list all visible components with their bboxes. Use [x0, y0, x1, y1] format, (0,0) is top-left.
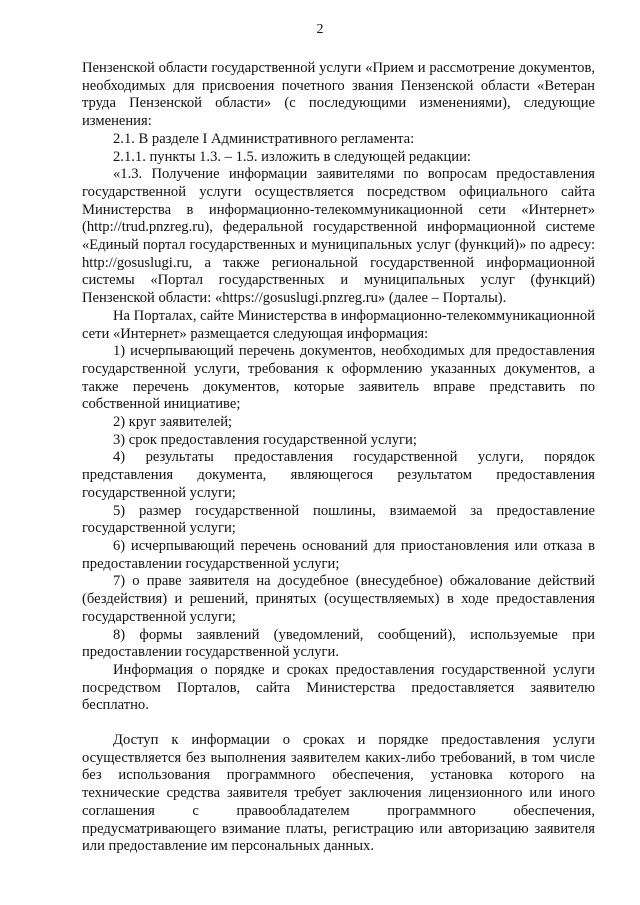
paragraph-access-conditions: Доступ к информации о сроках и порядке предоставления услуги осуществляется без выполнения заявителем каких-либо требований, в том числе без использования программного обеспечения, установка которого на технические средства заявителя требует заключения лицензионного или иного соглашения с правообладателем программного обеспечения, предусматривающего взимание платы, регистрацию или авторизацию заявителя или предоставление им персональных данных.	[82, 732, 595, 855]
paragraph-portals-info: На Порталах, сайте Министерства в информационно-телекоммуникационной сети «Интернет» размещается следующая информация:	[82, 307, 595, 342]
list-item-5: 5) размер государственной пошлины, взимаемой за предоставление государственной услуги;	[82, 502, 595, 537]
paragraph-section-2-1-1: 2.1.1. пункты 1.3. – 1.5. изложить в следующей редакции:	[113, 148, 471, 165]
list-item-2: 2) круг заявителей;	[113, 414, 233, 431]
list-item-6: 6) исчерпывающий перечень оснований для приостановления или отказа в предоставлении государственной услуги;	[82, 537, 595, 572]
list-item-3: 3) срок предоставления государственной услуги;	[113, 431, 417, 448]
document-body	[82, 60, 595, 856]
list-item-8: 8) формы заявлений (уведомлений, сообщений), используемые при предоставлении государственной услуги.	[82, 626, 595, 661]
list-item-1: 1) исчерпывающий перечень документов, необходимых для предоставления государственной услуги, требования к оформлению указанных документов, а также перечень документов, которые заявитель вправе представить по собственной инициативе;	[82, 343, 595, 413]
list-item-7: 7) о праве заявителя на досудебное (внесудебное) обжалование действий (бездействия) и решений, принятых (осуществляемых) в ходе предоставления государственной услуги;	[82, 573, 595, 625]
list-item-4: 4) результаты предоставления государственной услуги, порядок представления документа, являющегося результатом предоставления государственной услуги;	[82, 449, 595, 501]
paragraph-clause-1-3: «1.3. Получение информации заявителями по вопросам предоставления государственной услуги осуществляется посредством официального сайта Министерства в информационно-телекоммуникационной сети «Интернет» (http://trud.pnzreg.ru), федеральной государственной информационной системе «Единый портал государственных и муниципальных услуг (функций)» по адресу: http://gosuslugi.ru, а также региональной государственной информационной системы «Портал государственных и муниципальных услуг (функций) Пензенской области: «https://gosuslugi.pnzreg.ru» (далее – Порталы).	[82, 166, 595, 307]
paragraph-section-2-1: 2.1. В разделе I Административного регламента:	[113, 130, 415, 147]
page-number: 2	[316, 22, 324, 37]
paragraph-intro: Пензенской области государственной услуги «Прием и рассмотрение документов, необходимых для присвоения почетного звания Пензенской области «Ветеран труда Пензенской области» (с последующими изменениями), следующие изменения:	[82, 60, 595, 130]
paragraph-free-of-charge: Информация о порядке и сроках предоставления государственной услуги посредством Порталов, сайта Министерства предоставляется заявителю бесплатно.	[82, 661, 595, 714]
